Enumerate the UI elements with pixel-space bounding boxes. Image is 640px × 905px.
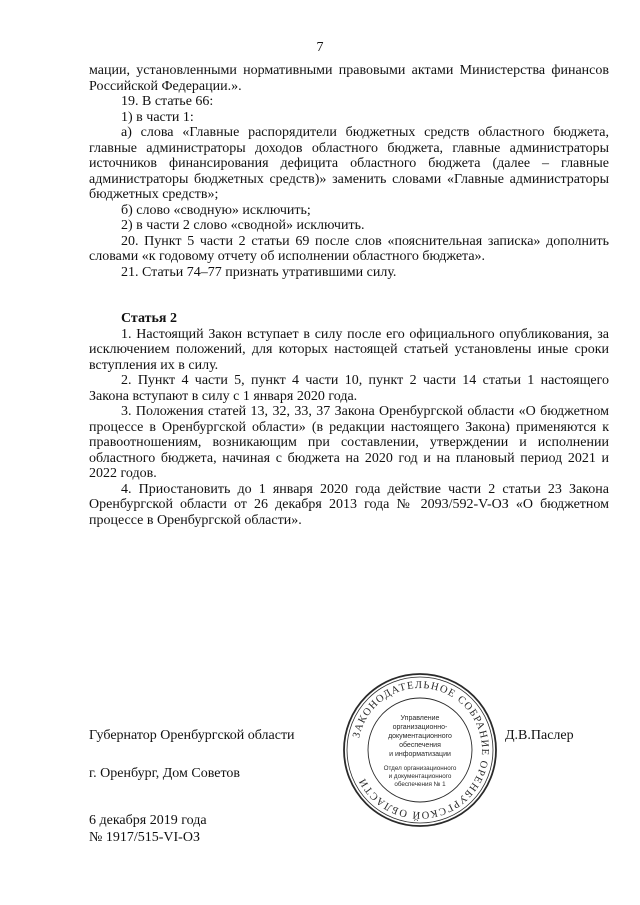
stamp-line: обеспечения № 1 (394, 781, 446, 788)
paragraph: 1) в части 1: (121, 109, 194, 125)
paragraph: 3. Положения статей 13, 32, 33, 37 Закона Оренбургской области «О бюджетном процессе в Оренбургской области» (в редакции настоящего Закона) применяются к правоотношениям, возникающим при составлении, утверждении и исполнении областного бюджета, начиная с бюджета на 2020 год и на плановый период 2021 и 2022 годов. (89, 404, 609, 481)
paragraph: 19. В статье 66: (121, 94, 214, 109)
article-heading: Статья 2 (121, 311, 177, 326)
official-stamp (340, 670, 500, 830)
law-number: № 1917/515-VI-ОЗ (89, 830, 200, 845)
signatory-name: Д.В.Паслер (505, 728, 574, 743)
paragraph: 2. Пункт 4 части 5, пункт 4 части 10, пункт 2 части 14 статьи 1 настоящего Закона вступают в силу с 1 января 2020 года. (89, 373, 609, 404)
stamp-line: Управление (400, 715, 440, 722)
signatory-position: Губернатор Оренбургской области (89, 728, 295, 743)
stamp-line: и документационного (388, 773, 452, 780)
paragraph: б) слово «сводную» исключить; (121, 202, 311, 218)
stamp-seal-icon (340, 670, 500, 830)
signing-place: г. Оренбург, Дом Советов (89, 766, 240, 781)
paragraph: 20. Пункт 5 части 2 статьи 69 после слов «пояснительная записка» дополнить словами «к годовому отчету об исполнении областного бюджета». (89, 233, 609, 264)
paragraph: 4. Приостановить до 1 января 2020 года действие части 2 статьи 23 Закона Оренбургской области от 26 декабря 2013 года № 2093/592-V-ОЗ «О бюджетном процессе в Оренбургской области». (89, 481, 609, 528)
stamp-line: документационного (388, 733, 452, 740)
paragraph: 1. Настоящий Закон вступает в силу после его официального опубликования, за исключением положений, для которых настоящей статьей установлены иные сроки вступления их в силу. (89, 326, 609, 373)
paragraph: 2) в части 2 слово «сводной» исключить. (121, 218, 365, 233)
law-date: 6 декабря 2019 года (89, 813, 207, 828)
stamp-line: обеспечения (399, 742, 441, 749)
page-number: 7 (316, 40, 324, 55)
paragraph: а) слова «Главные распорядители бюджетных средств областного бюджета, главные администраторы доходов областного бюджета, главные администраторы источников финансирования дефицита областного бюджета (далее – главные администраторы бюджетных средств)» заменить словами «Главные администраторы бюджетных средств»; (89, 125, 609, 202)
stamp-line: организационно- (392, 724, 448, 731)
paragraph: 21. Статьи 74–77 признать утратившими силу. (121, 264, 397, 280)
document-body (89, 63, 609, 528)
stamp-ring-text: ЗАКОНОДАТЕЛЬНОЕ СОБРАНИЕ ОРЕНБУРГСКОЙ ОБЛАСТИ (351, 679, 491, 821)
stamp-line: Отдел организационного (383, 765, 457, 772)
paragraph: мации, установленными нормативными правовыми актами Министерства финансов Российской Федерации.». (89, 63, 609, 94)
stamp-line: и информатизации (389, 751, 451, 758)
